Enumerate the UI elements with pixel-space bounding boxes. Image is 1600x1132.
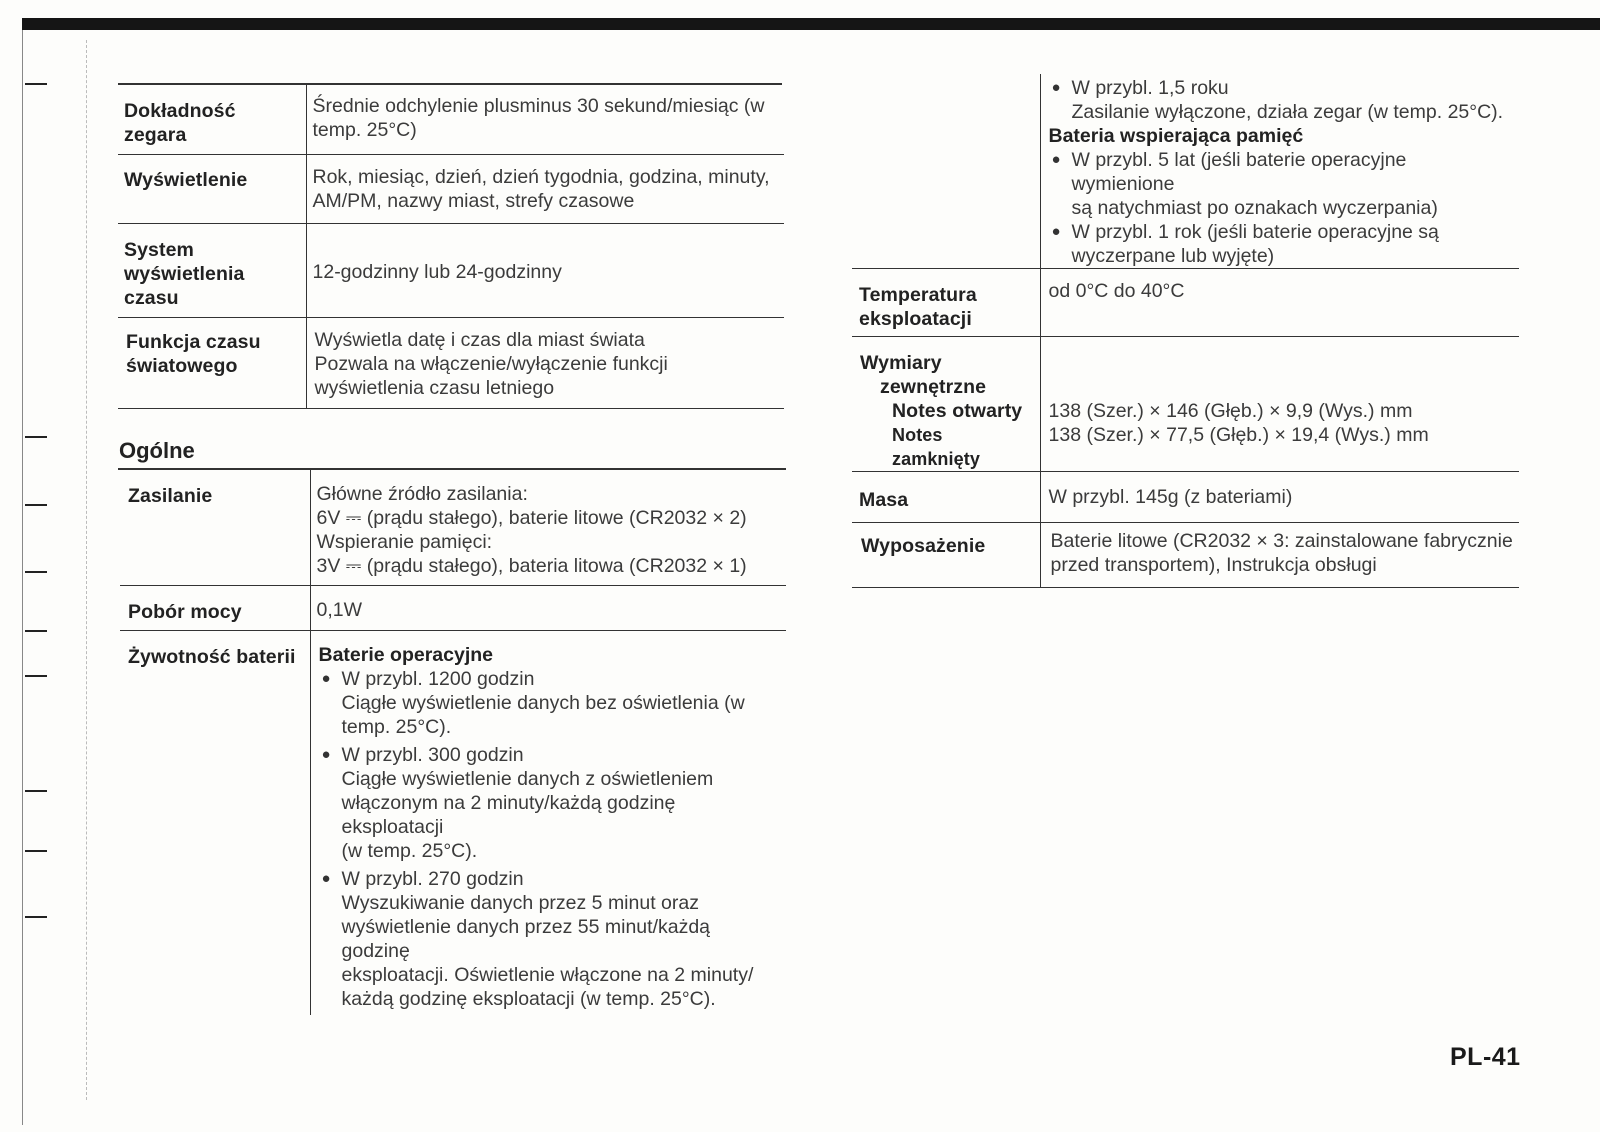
spec-row-battery-life: [120, 631, 786, 1016]
margin-tick: [25, 675, 47, 677]
list-item: ● W przybl. 270 godzin Wyszukiwanie danych przez 5 minut oraz wyświetlenie danych przez 55 minut/każdą godzinę eksploatacji. Oświetlenie włączone na 2 minuty/ każdą godzinę eksploatacji (w temp. 25°C).: [321, 868, 754, 1010]
spec-value: Średnie odchylenie plusminus 30 sekund/miesiąc (w temp. 25°C): [306, 85, 784, 155]
binding-dashed-line: [86, 40, 87, 1100]
list-item: ● W przybl. 1 rok (jeśli baterie operacyjne są wyczerpane lub wyjęte): [1051, 221, 1439, 267]
margin-tick: [25, 436, 47, 438]
margin-tick: [25, 916, 47, 918]
spec-value: 138 (Szer.) × 146 (Głęb.) × 9,9 (Wys.) mm 138 (Szer.) × 77,5 (Głęb.) × 19,4 (Wys.) mm: [1040, 337, 1519, 472]
bullet-icon: ●: [1051, 223, 1061, 240]
spec-label: Pobór mocy: [120, 586, 310, 631]
margin-tick: [25, 850, 47, 852]
spec-value: [1040, 74, 1519, 269]
page-number: PL-41: [1450, 1043, 1521, 1071]
spec-value: Baterie litowe (CR2032 × 3: zainstalowane fabrycznie przed transportem), Instrukcja obsługi: [1040, 523, 1519, 588]
spec-row-clock-accuracy: [118, 85, 784, 155]
bullet-icon: ●: [321, 746, 331, 763]
memory-battery-heading: Bateria wspierająca pamięć: [1048, 125, 1304, 147]
spec-row-consumption: [120, 586, 786, 631]
spec-row-equipment: [852, 523, 1519, 588]
margin-tick: [25, 571, 47, 573]
margin-tick: [25, 630, 47, 632]
spec-value: [310, 631, 786, 1016]
battery-heading: Baterie operacyjne: [318, 644, 494, 666]
spec-value: od 0°C do 40°C: [1040, 269, 1519, 337]
bullet-icon: ●: [1051, 79, 1061, 96]
spec-value: 12-godzinny lub 24-godzinny: [306, 224, 784, 318]
dimension-closed-label: Notes zamknięty: [892, 425, 980, 469]
spec-value: W przybl. 145g (z bateriami): [1040, 472, 1519, 523]
spec-table-general: [120, 470, 786, 1015]
spec-label: Masa: [852, 472, 1040, 523]
section-title-general: Ogólne: [119, 438, 195, 463]
spec-table-right: [852, 74, 1519, 588]
list-item: ● W przybl. 1,5 roku Zasilanie wyłączone, działa zegar (w temp. 25°C).: [1051, 77, 1504, 123]
spec-row-display: [118, 155, 784, 224]
list-item: ● W przybl. 5 lat (jeśli baterie operacyjne wymienione są natychmiast po oznakach wyczerpania): [1051, 149, 1438, 219]
bullet-icon: ●: [1051, 151, 1061, 168]
bullet-icon: ●: [321, 870, 331, 887]
spec-value: Główne źródło zasilania: 6V ⎓ (prądu stałego), baterie litowe (CR2032 × 2) Wspieranie pamięci: 3V ⎓ (prądu stałego), bateria litowa (CR2032 × 1): [310, 470, 786, 586]
memory-battery-list: [1049, 148, 1514, 268]
spec-row-world-time: [118, 318, 784, 409]
spec-label: Wyposażenie: [852, 523, 1040, 588]
battery-list-cont: [1049, 76, 1514, 124]
spec-label: Dokładność zegara: [118, 85, 306, 155]
spec-label: Zasilanie: [120, 470, 310, 586]
battery-list: [319, 667, 781, 1011]
spec-value: 0,1W: [310, 586, 786, 631]
spec-table-display: [118, 85, 784, 409]
spec-label: Wymiary zewnętrzne Notes otwarty Notes zamknięty: [852, 337, 1040, 472]
margin-tick: [25, 83, 47, 85]
spec-label: Temperatura eksploatacji: [852, 269, 1040, 337]
spec-value: Rok, miesiąc, dzień, dzień tygodnia, godzina, minuty, AM/PM, nazwy miast, strefy czasowe: [306, 155, 784, 224]
margin-tick: [25, 790, 47, 792]
top-black-bar: [22, 18, 1600, 30]
spec-row-time-system: [118, 224, 784, 318]
spec-row-temperature: [852, 269, 1519, 337]
list-item: ● W przybl. 1200 godzin Ciągłe wyświetlenie danych bez oświetlenia (w temp. 25°C).: [321, 668, 745, 738]
spec-label: Wyświetlenie: [118, 155, 306, 224]
spec-value: Wyświetla datę i czas dla miast świata Pozwala na włączenie/wyłączenie funkcji wyświetlenia czasu letniego: [306, 318, 784, 409]
spec-label: System wyświetlenia czasu: [118, 224, 306, 318]
spec-label: Żywotność baterii: [128, 646, 296, 668]
margin-tick: [25, 504, 47, 506]
binding-edge-line: [22, 30, 23, 1125]
list-item: ● W przybl. 300 godzin Ciągłe wyświetlenie danych z oświetleniem włączonym na 2 minuty/każdą godzinę eksploatacji (w temp. 25°C).: [321, 744, 714, 862]
dimension-open-label: Notes otwarty: [892, 400, 1023, 422]
spec-row-mass: [852, 472, 1519, 523]
spec-row-power: [120, 470, 786, 586]
bullet-icon: ●: [321, 670, 331, 687]
spec-label: Funkcja czasu światowego: [118, 318, 306, 409]
spec-row-battery-life-cont: [852, 74, 1519, 269]
spec-row-dimensions: [852, 337, 1519, 472]
